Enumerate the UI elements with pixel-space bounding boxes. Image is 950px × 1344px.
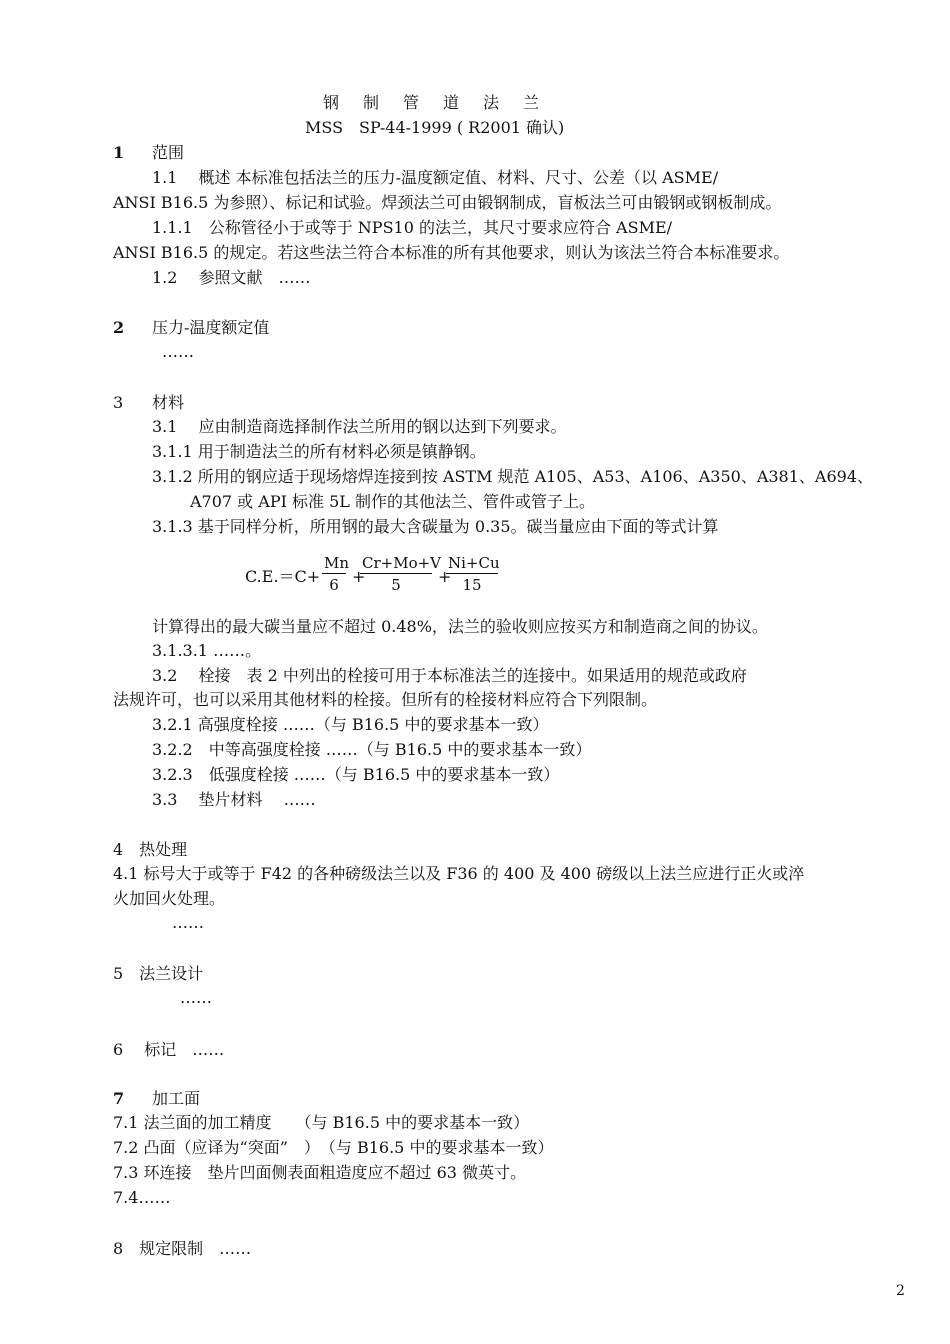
fraction-crmov-denominator: 5 xyxy=(391,576,401,594)
para-3-1-3: 3.1.3 基于同样分析，所用钢的最大含碳量为 0.35。碳当量应由下面的等式计算 xyxy=(152,517,719,536)
fraction-nicu-15 xyxy=(446,553,498,596)
para-3-1-1: 3.1.1 用于制造法兰的所有材料必须是镇静钢。 xyxy=(152,442,486,461)
fraction-nicu-numerator: Ni+Cu xyxy=(448,554,500,572)
para-7-2: 7.2 凸面（应译为“突面” ） （与 B16.5 中的要求基本一致） xyxy=(113,1138,554,1157)
fraction-mn-numerator: Mn xyxy=(324,554,350,572)
section-5-heading: 5 法兰设计 xyxy=(113,964,204,983)
section-7-number: 7 xyxy=(113,1089,125,1108)
section-2-number: 2 xyxy=(113,318,125,337)
section-8-heading: 8 规定限制 …… xyxy=(113,1239,252,1258)
section-1-number: 1 xyxy=(113,143,125,162)
para-calc: 计算得出的最大碳当量应不超过 0.48%，法兰的验收则应按买方和制造商之间的协议。 xyxy=(152,617,768,636)
para-1-1-1-line1: 1.1.1 公称管径小于或等于 NPS10 的法兰，其尺寸要求应符合 ASME/ xyxy=(152,218,673,237)
para-3-2-1: 3.2.1 高强度栓接 ……（与 B16.5 中的要求基本一致） xyxy=(152,715,549,734)
section-2-ellipsis: …… xyxy=(162,342,194,361)
para-1-1-1-line2: ANSI B16.5 的规定。若这些法兰符合本标准的所有其他要求，则认为该法兰符合本标准要求。 xyxy=(113,243,790,262)
section-2-heading: 压力-温度额定值 xyxy=(152,318,270,337)
section-6-heading: 6 标记 …… xyxy=(113,1040,225,1059)
para-3-2-3: 3.2.3 低强度栓接 ……（与 B16.5 中的要求基本一致） xyxy=(152,765,560,784)
para-3-3: 3.3 垫片材料 …… xyxy=(152,790,316,809)
fraction-crmov-numerator: Cr+Mo+V xyxy=(362,554,442,572)
formula-plus-1: + xyxy=(352,567,366,586)
para-1-2: 1.2 参照文献 …… xyxy=(152,268,311,287)
para-7-1: 7.1 法兰面的加工精度 （与 B16.5 中的要求基本一致） xyxy=(113,1113,530,1132)
para-3-1-3-1: 3.1.3.1 ……。 xyxy=(152,641,262,660)
section-4-ellipsis: …… xyxy=(172,913,204,932)
section-4-heading: 4 热处理 xyxy=(113,840,188,859)
section-1-heading: 范围 xyxy=(152,143,185,162)
fraction-mn-6 xyxy=(322,553,350,596)
para-3-2-2: 3.2.2 中等高强度栓接 ……（与 B16.5 中的要求基本一致） xyxy=(152,740,592,759)
standard-designation: MSS SP-44-1999 ( R2001 确认) xyxy=(305,118,565,137)
section-5-ellipsis: …… xyxy=(180,988,212,1007)
para-7-3: 7.3 环连接 垫片凹面侧表面粗造度应不超过 63 微英寸。 xyxy=(113,1163,527,1182)
para-7-4: 7.4…… xyxy=(113,1188,171,1207)
document-title: 钢 制 管 道 法 兰 xyxy=(323,93,544,112)
fraction-mn-denominator: 6 xyxy=(329,576,339,594)
para-1-1-line2: ANSI B16.5 为参照）、标记和试验。焊颈法兰可由锻钢制成，盲板法兰可由锻钢或钢板制成。 xyxy=(113,193,782,212)
section-3-heading: 材料 xyxy=(152,393,185,412)
formula-lhs: C.E.＝C+ xyxy=(245,567,321,586)
fraction-crmov-5 xyxy=(360,553,442,596)
section-3-number: 3 xyxy=(113,393,124,412)
para-4-1-line2: 火加回火处理。 xyxy=(113,889,226,908)
formula-plus-2: + xyxy=(438,567,452,586)
para-3-1-2-line1: 3.1.2 所用的钢应适于现场熔焊连接到按 ASTM 规范 A105、A53、A106、A350、A381、A694、 xyxy=(152,467,874,486)
page-number: 2 xyxy=(896,1283,905,1299)
para-1-1-line1: 1.1 概述 本标准包括法兰的压力-温度额定值、材料、尺寸、公差（以 ASME/ xyxy=(152,168,719,187)
para-3-2-line1: 3.2 栓接 表 2 中列出的栓接可用于本标准法兰的连接中。如果适用的规范或政府 xyxy=(152,666,747,685)
section-7-heading: 加工面 xyxy=(152,1089,201,1108)
fraction-nicu-denominator: 15 xyxy=(462,576,482,594)
para-4-1-line1: 4.1 标号大于或等于 F42 的各种磅级法兰以及 F36 的 400 及 400 磅级以上法兰应进行正火或淬 xyxy=(113,864,805,883)
para-3-1-2-line2: A707 或 API 标准 5L 制作的其他法兰、管件或管子上。 xyxy=(190,492,595,511)
para-3-1: 3.1 应由制造商选择制作法兰所用的钢以达到下列要求。 xyxy=(152,417,567,436)
para-3-2-line2: 法规许可，也可以采用其他材料的栓接。但所有的栓接材料应符合下列限制。 xyxy=(113,690,658,709)
